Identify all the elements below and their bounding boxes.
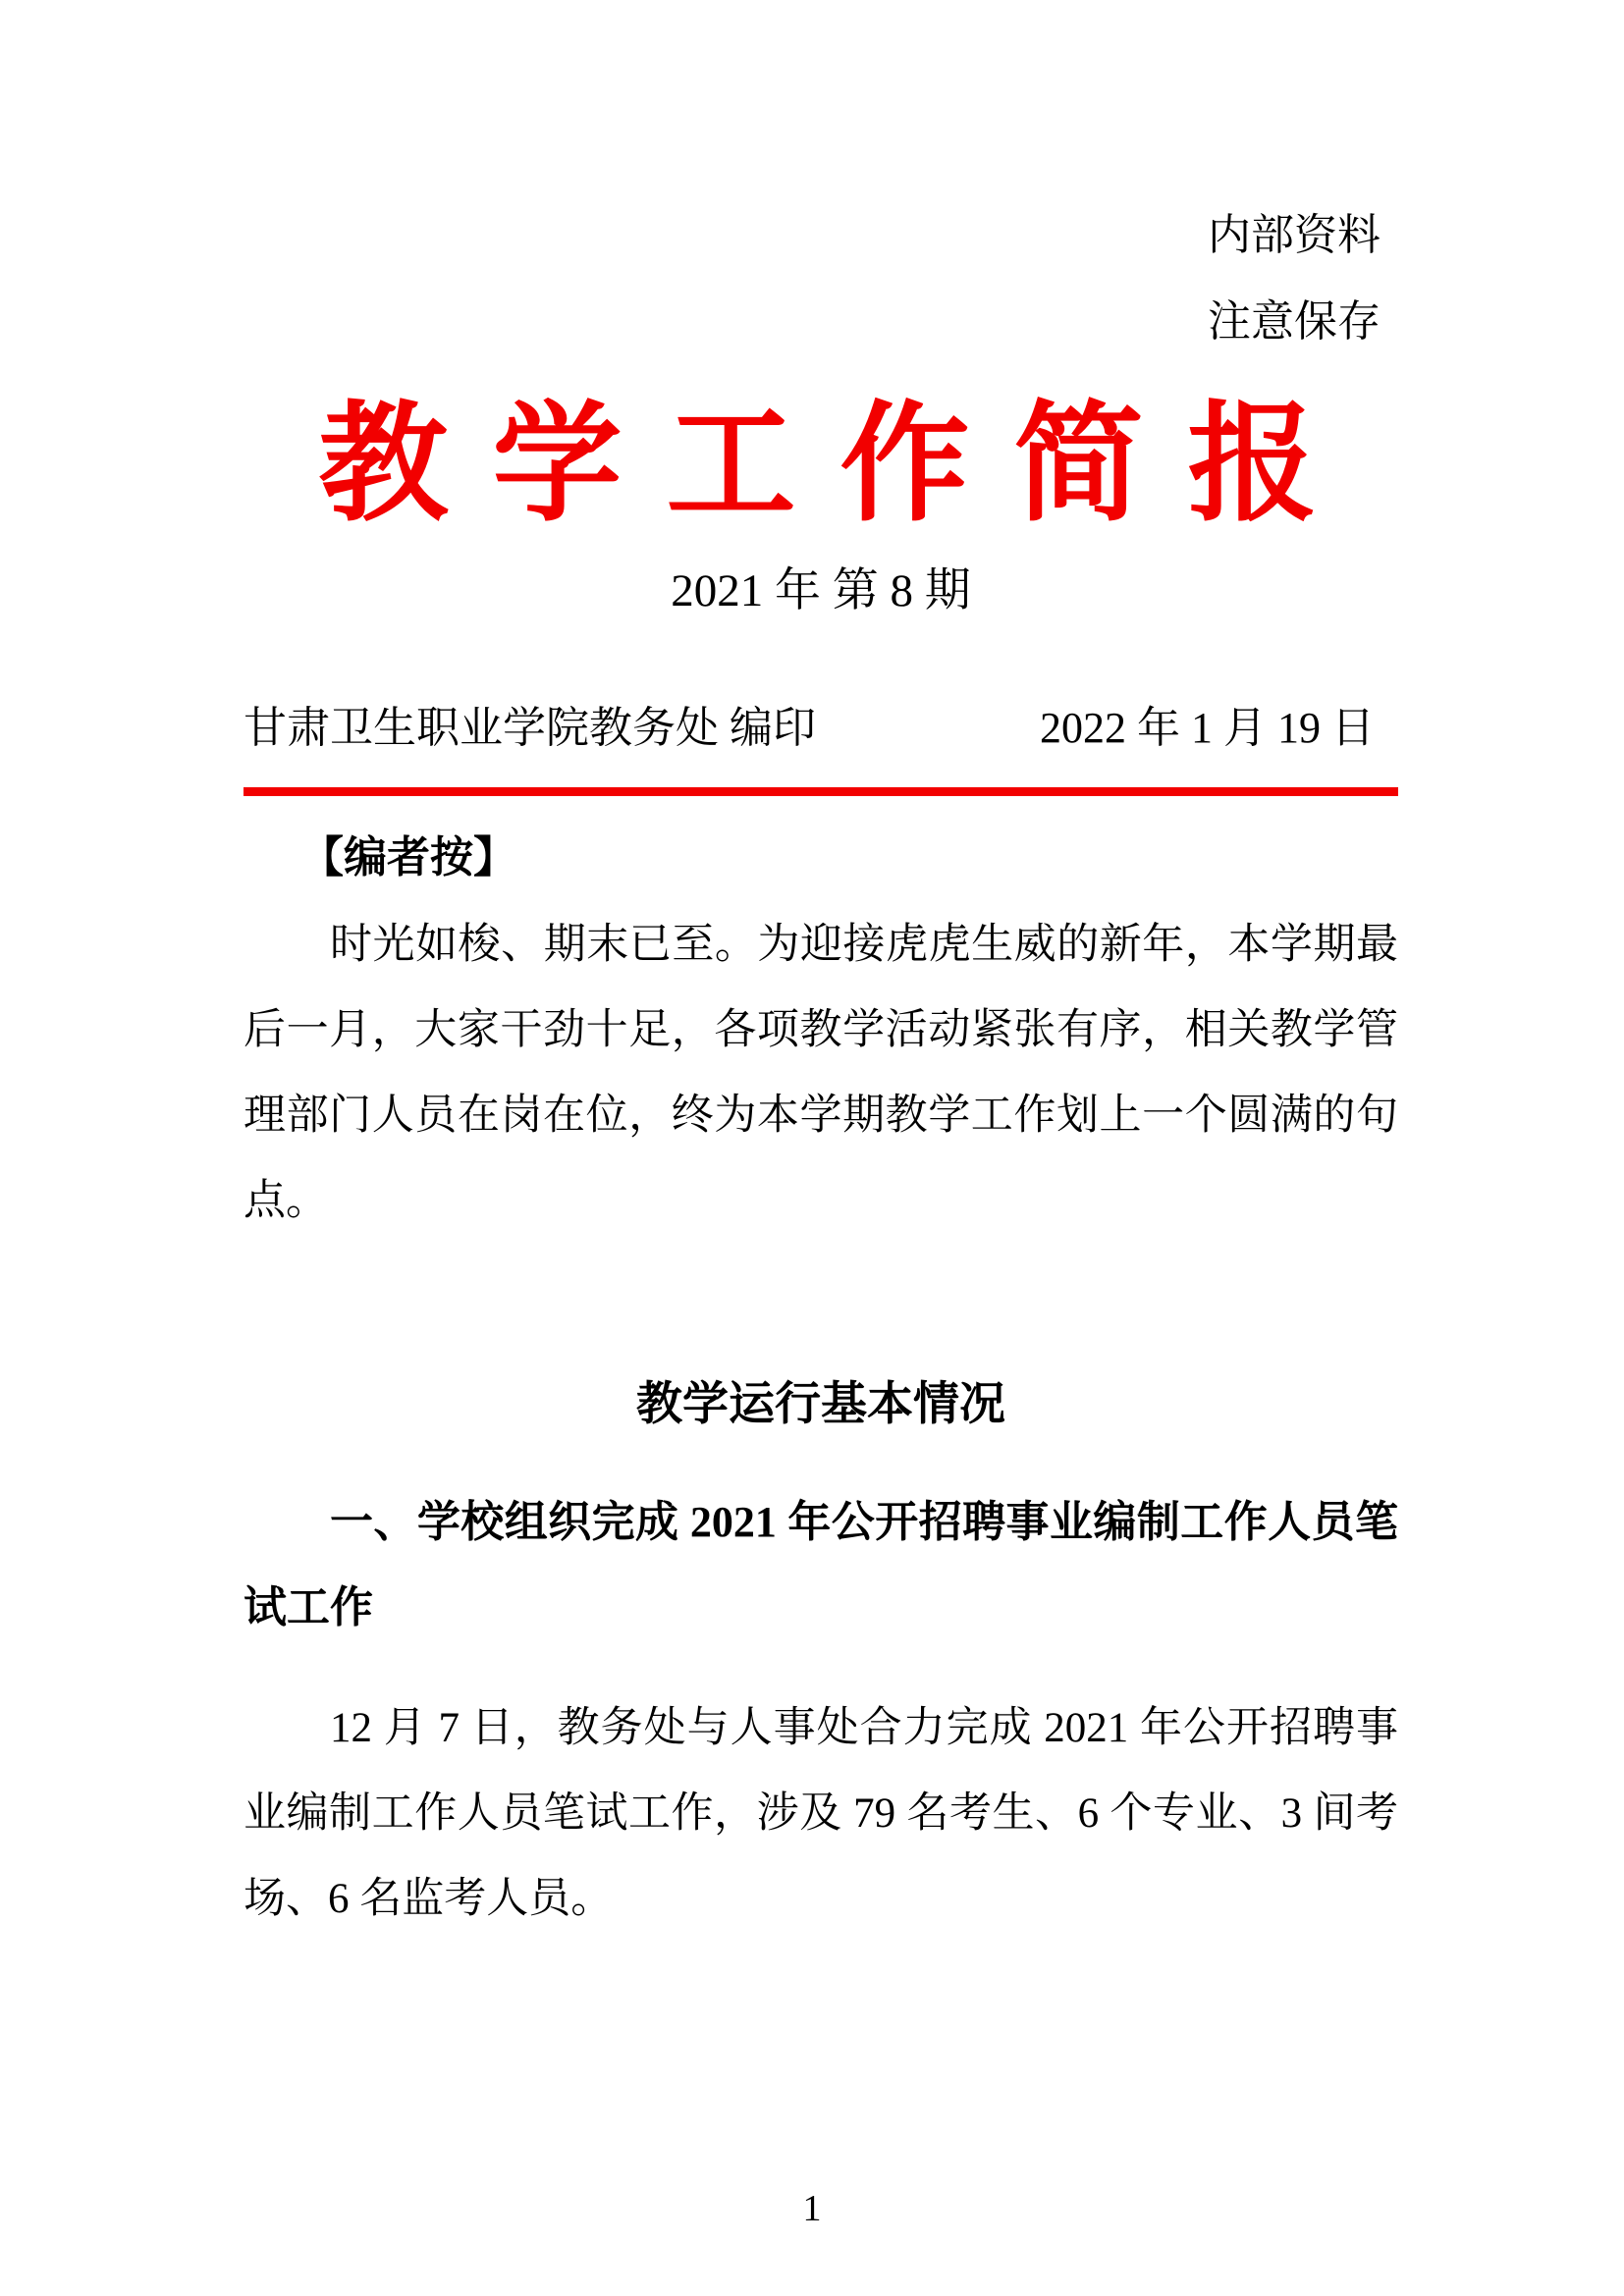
editor-note-heading: 【编者按】: [300, 833, 516, 881]
classification-line-2: 注意保存: [1208, 297, 1380, 346]
masthead-divider-rule: [244, 787, 1398, 796]
publisher-name: 甘肃卫生职业学院教务处 编印: [244, 704, 816, 752]
section-title: 教学运行基本情况: [636, 1379, 1005, 1430]
section-item1-heading: 一、学校组织完成 2021 年公开招聘事业编制工作人员笔试工作: [244, 1498, 1398, 1631]
section-item1-body: 12 月 7 日，教务处与人事处合力完成 2021 年公开招聘事业编制工作人员笔试工作，涉及 79 名考生、6 个专业、3 间考场、6 名监考人员。: [244, 1705, 1398, 1922]
editor-note-body: 时光如梭、期末已至。为迎接虎虎生威的新年，本学期最后一月，大家干劲十足，各项教学活动紧张有序，相关教学管理部门人员在岗在位，终为本学期教学工作划上一个圆满的句点。: [244, 922, 1398, 1224]
masthead-row: [244, 699, 1398, 758]
publish-date: 2022 年 1 月 19 日: [1040, 704, 1375, 752]
issue-number: 2021 年 第 8 期: [671, 565, 971, 616]
document-title: 教 学 工 作 简 报: [318, 393, 1324, 537]
classification-line-1: 内部资料: [1208, 211, 1380, 259]
page-number: 1: [802, 2188, 822, 2229]
classification-block: [244, 192, 1398, 365]
